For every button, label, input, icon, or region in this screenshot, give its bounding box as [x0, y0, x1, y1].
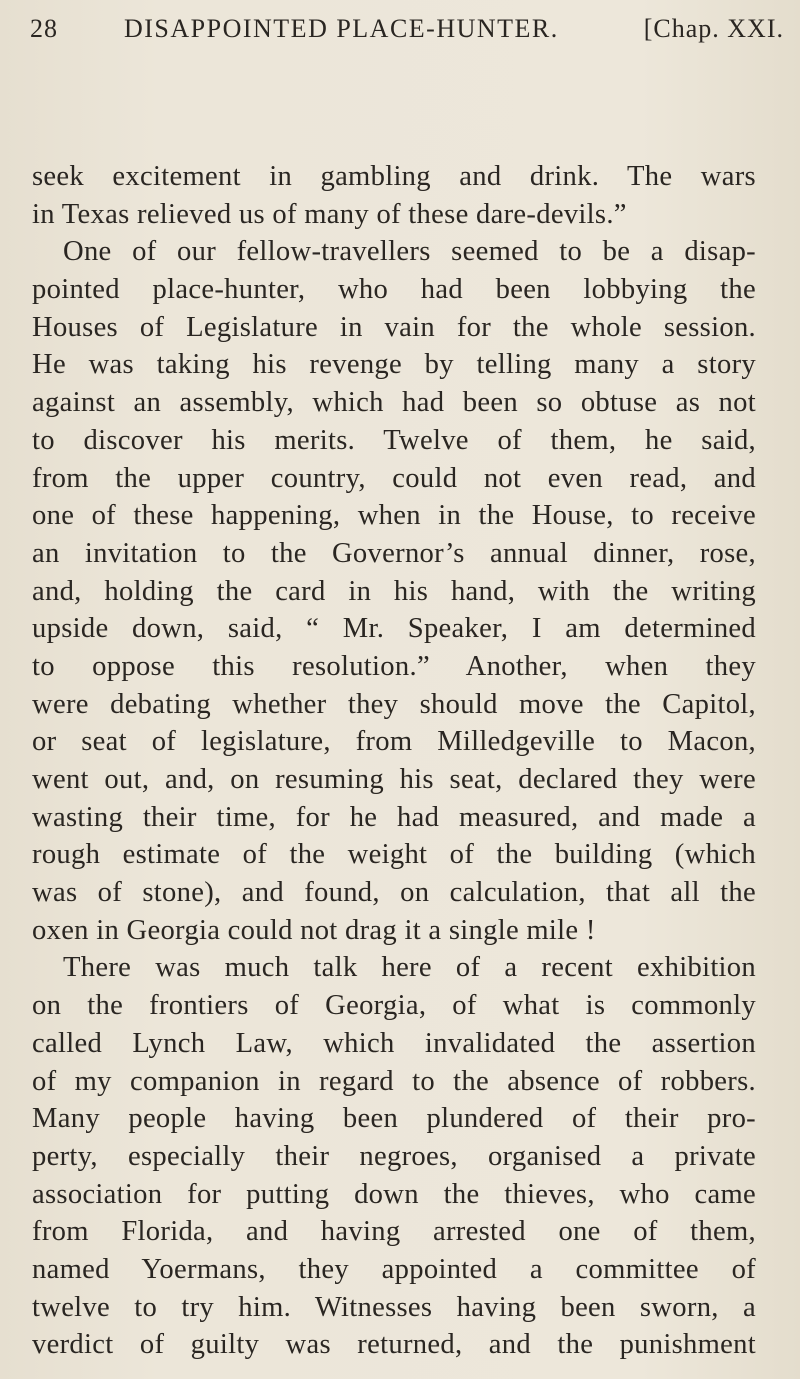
text-line: one of these happening, when in the House, to receive — [32, 500, 756, 532]
text-line: to discover his merits. Twelve of them, he said, — [32, 424, 756, 456]
text-line: or seat of legislature, from Milledgeville to Macon, — [32, 726, 756, 758]
text-line: seek excitement in gambling and drink. The wars — [32, 161, 756, 192]
body-text — [32, 158, 756, 1364]
text-line: There was much talk here of a recent exhibition — [63, 952, 756, 984]
text-line: association for putting down the thieves, who came — [32, 1178, 756, 1210]
text-line: and, holding the card in his hand, with the writing — [32, 575, 756, 607]
text-line: upside down, said, “ Mr. Speaker, I am determined — [32, 613, 756, 645]
text-line: pointed place-hunter, who had been lobbying the — [32, 274, 756, 306]
page-header — [30, 14, 790, 54]
page-number: 28 — [30, 14, 58, 43]
text-line: was of stone), and found, on calculation, that all the — [32, 877, 756, 909]
text-line: twelve to try him. Witnesses having been sworn, a — [32, 1291, 756, 1323]
text-line: were debating whether they should move the Capitol, — [32, 688, 756, 720]
text-line: One of our fellow-travellers seemed to be a disap- — [63, 236, 756, 268]
text-line: from the upper country, could not even read, and — [32, 462, 756, 494]
text-line: to oppose this resolution.” Another, when they — [32, 650, 756, 682]
text-line: of my companion in regard to the absence of robbers. — [32, 1065, 756, 1097]
text-line: named Yoermans, they appointed a committee of — [32, 1253, 756, 1285]
text-line: wasting their time, for he had measured, and made a — [32, 801, 756, 833]
text-line: from Florida, and having arrested one of them, — [32, 1216, 756, 1248]
text-line: rough estimate of the weight of the building (which — [32, 839, 756, 871]
text-line: on the frontiers of Georgia, of what is commonly — [32, 990, 756, 1022]
text-line: an invitation to the Governor’s annual dinner, rose, — [32, 537, 756, 569]
running-title: DISAPPOINTED PLACE-HUNTER. — [124, 14, 559, 43]
text-line: against an assembly, which had been so obtuse as not — [32, 387, 756, 419]
text-line: called Lynch Law, which invalidated the assertion — [32, 1027, 756, 1059]
chapter-marker: [Chap. XXI. — [643, 14, 784, 43]
text-line: Many people having been plundered of their pro- — [32, 1103, 756, 1135]
text-line: perty, especially their negroes, organised a private — [32, 1140, 756, 1172]
text-line: Houses of Legislature in vain for the whole session. — [32, 311, 756, 343]
text-line: went out, and, on resuming his seat, declared they were — [32, 764, 756, 795]
text-line: in Texas relieved us of many of these dare-devils.” — [32, 198, 627, 230]
text-line: verdict of guilty was returned, and the punishment — [32, 1329, 756, 1361]
text-line: He was taking his revenge by telling many a story — [32, 349, 756, 381]
text-line: oxen in Georgia could not drag it a single mile ! — [32, 914, 596, 946]
